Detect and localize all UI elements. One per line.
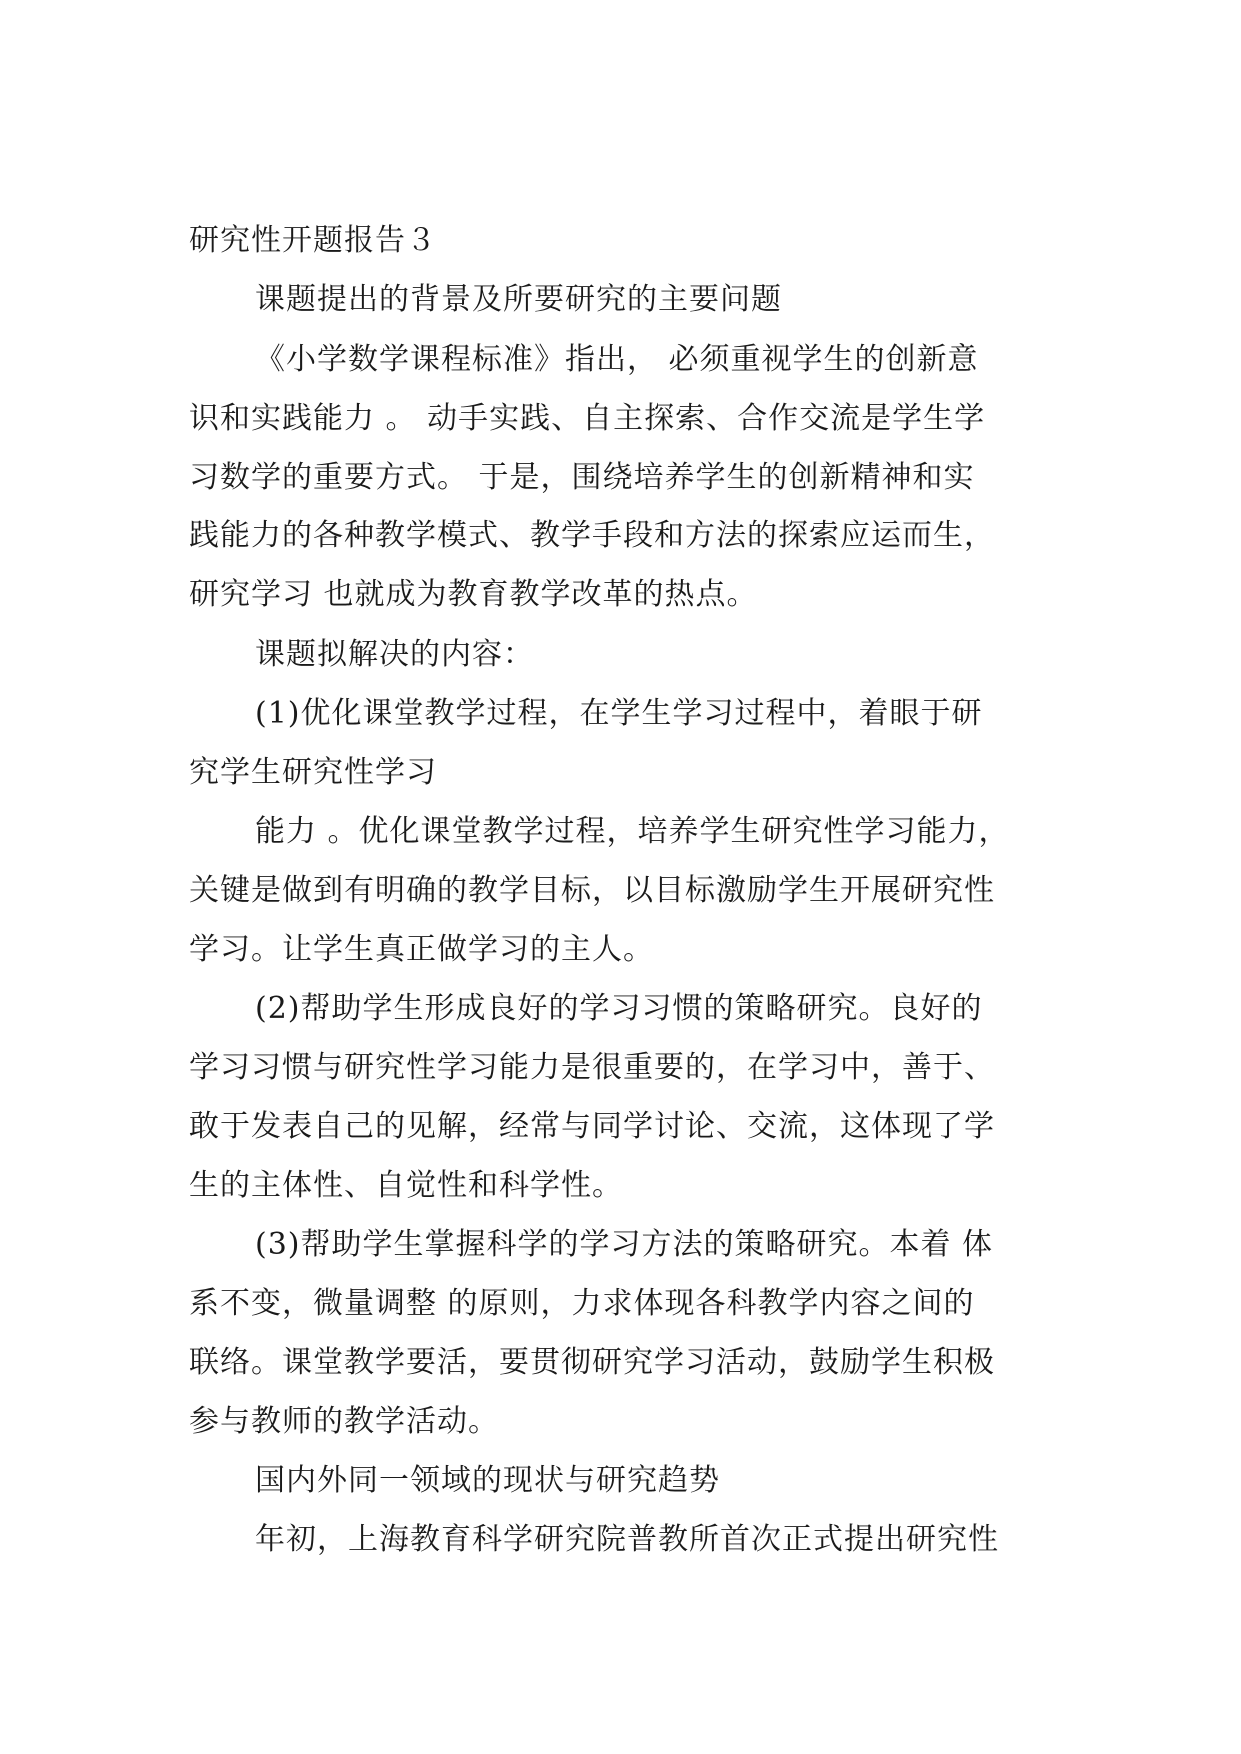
text-line: (3)帮助学生掌握科学的学习方法的策略研究。本着 体 (255, 1227, 994, 1262)
text-line: 系不变，微量调整 的原则，力求体现各科教学内容之间的 (189, 1286, 975, 1321)
text-line: 践能力的各种教学模式、教学手段和方法的探索应运而生， (189, 518, 995, 553)
section-heading-status: 国内外同一领域的现状与研究趋势 (255, 1463, 720, 1498)
text-line: (2)帮助学生形成良好的学习习惯的策略研究。良好的 (255, 991, 983, 1026)
text-line: (1)优化课堂教学过程，在学生学习过程中，着眼于研 (255, 696, 983, 731)
text-line: 学习。让学生真正做学习的主人。 (189, 932, 654, 967)
section-heading-background: 课题提出的背景及所要研究的主要问题 (255, 282, 782, 317)
document-title: 研究性开题报告３ (189, 223, 437, 258)
text-line: 关键是做到有明确的教学目标，以目标激励学生开展研究性 (189, 873, 995, 908)
text-line: 参与教师的教学活动。 (189, 1404, 499, 1439)
text-line: 习数学的重要方式。 于是，围绕培养学生的创新精神和实 (189, 460, 975, 495)
text-line: 研究学习 也就成为教育教学改革的热点。 (189, 577, 758, 612)
text-line: 能力 。优化课堂教学过程，培养学生研究性学习能力， (255, 814, 1010, 849)
text-line: 年初，上海教育科学研究院普教所首次正式提出研究性 (255, 1522, 999, 1557)
text-line: 识和实践能力 。 动手实践、自主探索、合作交流是学生学 (189, 401, 986, 436)
text-line: 敢于发表自己的见解，经常与同学讨论、交流，这体现了学 (189, 1109, 995, 1144)
text-line: 生的主体性、自觉性和科学性。 (189, 1168, 623, 1203)
text-line: 联络。课堂教学要活，要贯彻研究学习活动，鼓励学生积极 (189, 1345, 995, 1380)
section-heading-content: 课题拟解决的内容： (255, 637, 534, 672)
text-line: 究学生研究性学习 (189, 755, 437, 790)
text-line: 学习习惯与研究性学习能力是很重要的，在学习中，善于、 (189, 1050, 995, 1085)
text-line: 《小学数学课程标准》指出， 必须重视学生的创新意 (255, 342, 979, 377)
